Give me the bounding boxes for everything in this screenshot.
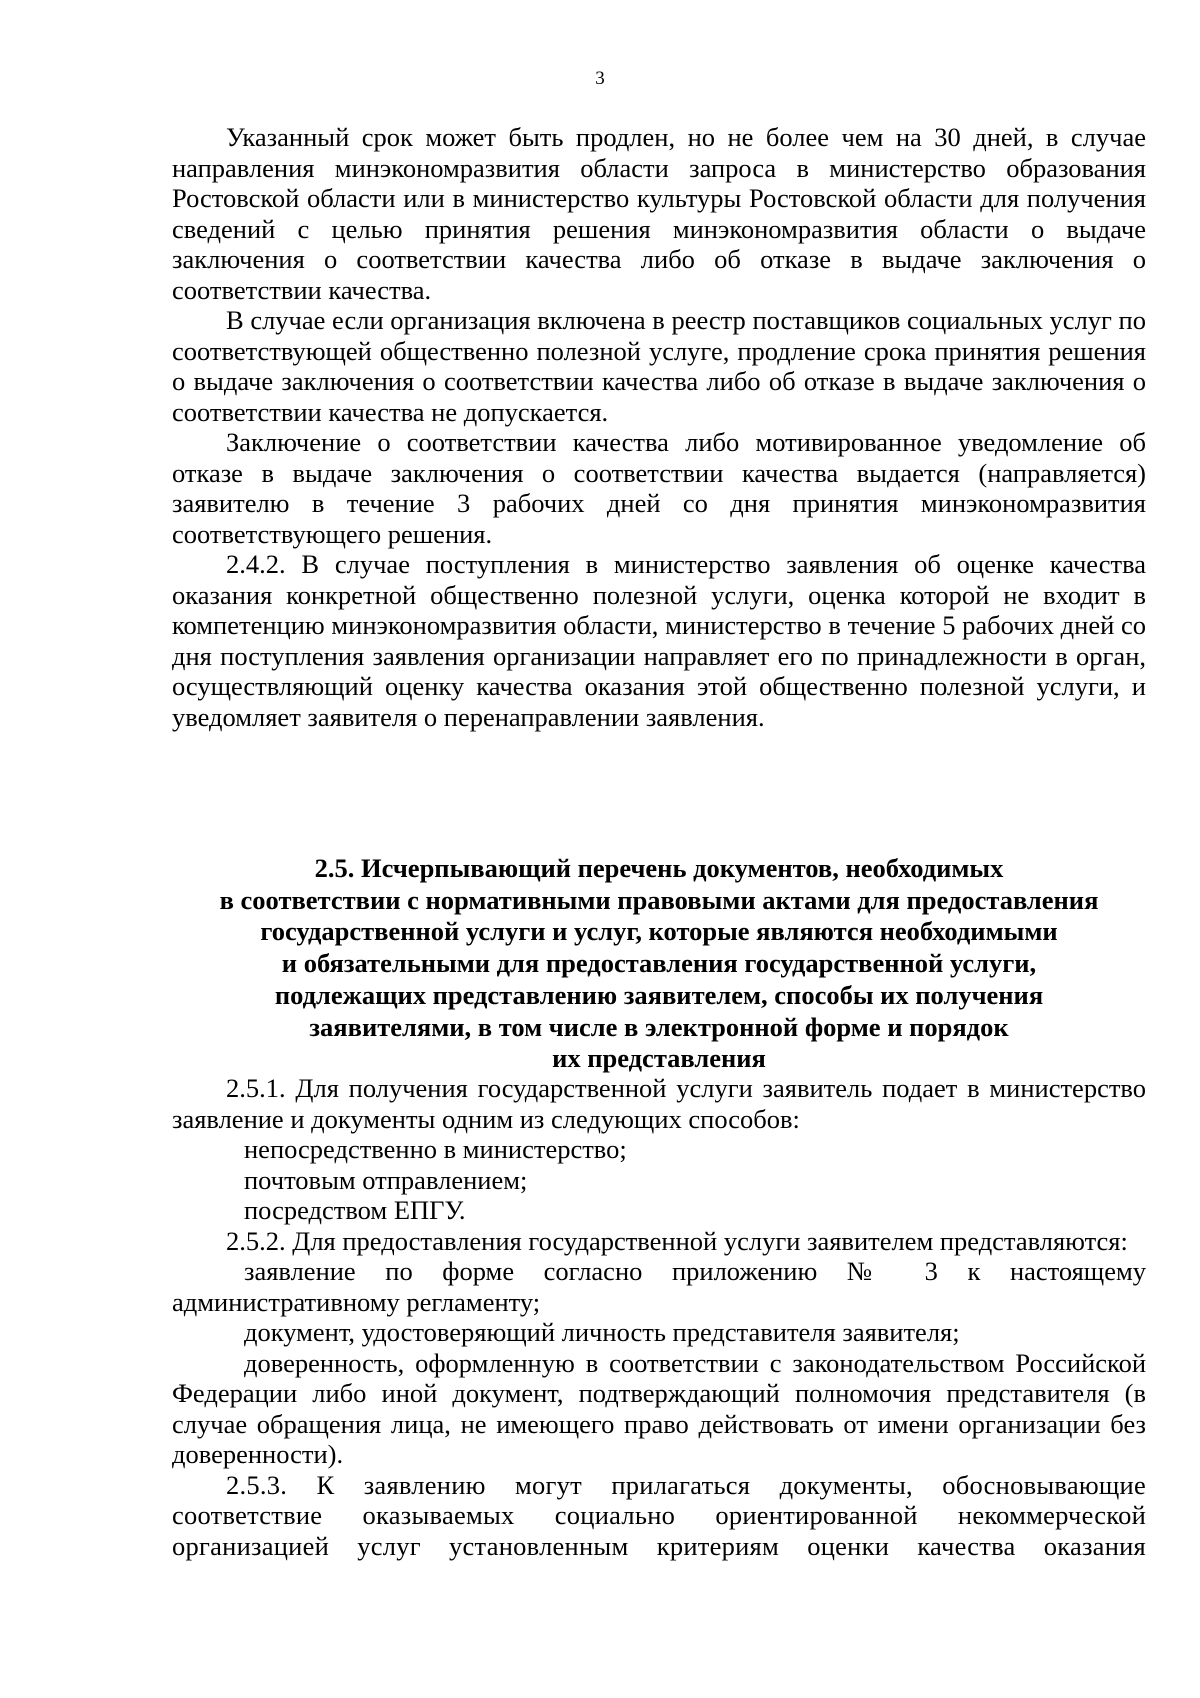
heading-line: государственной услуги и услуг, которые являются необходимыми: [260, 916, 1058, 947]
heading-line: и обязательными для предоставления государственной услуги,: [281, 948, 1037, 979]
list-item-method: посредством ЕПГУ.: [244, 1195, 466, 1225]
list-item-method: почтовым отправлением;: [244, 1164, 528, 1195]
section-2-4-text: [172, 122, 1146, 732]
heading-line: их представления: [552, 1043, 766, 1074]
section-heading-2-5: [172, 853, 1146, 1075]
heading-line: в соответствии с нормативными правовыми актами для предоставления: [219, 884, 1099, 915]
section-2-5-text: [172, 1073, 1146, 1561]
list-item-document: доверенность, оформленную в соответствии с законодательством Российской Федерации либо иной документ, подтверждающий полномочия представителя (в случае обращения лица, не имеющего право действовать от имени организации без доверенности).: [172, 1347, 1146, 1469]
paragraph-2-5-1: 2.5.1. Для получения государственной услуги заявитель подает в министерство заявление и документы одним из следующих способов:: [172, 1073, 1146, 1134]
paragraph-registry: В случае если организация включена в реестр поставщиков социальных услуг по соответствующей общественно полезной услуге, продление срока принятия решения о выдаче заключения о соответствии качества либо об отказе в выдаче заключения о соответствии качества не допускается.: [172, 305, 1146, 427]
paragraph-2-5-3: 2.5.3. К заявлению могут прилагаться документы, обосновывающие соответствие оказываемых социально ориентированной некоммерческой организацией услуг установленным критериям оценки качества оказания: [172, 1469, 1146, 1561]
page-number: 3: [595, 68, 605, 89]
list-item-document: заявление по форме согласно приложению № 3 к настоящему административному регламенту;: [172, 1256, 1146, 1317]
paragraph-2-4-2: 2.4.2. В случае поступления в министерство заявления об оценке качества оказания конкретной общественно полезной услуги, оценка которой не входит в компетенцию минэкономразвития области, министерство в течение 5 рабочих дней со дня поступления заявления организации направляет его по принадлежности в орган, осуществляющий оценку качества оказания этой общественно полезной услуги, и уведомляет заявителя о перенаправлении заявления.: [172, 549, 1146, 732]
list-item-document: документ, удостоверяющий личность представителя заявителя;: [244, 1317, 960, 1347]
heading-line: заявителями, в том числе в электронной форме и порядок: [309, 1011, 1009, 1042]
paragraph-2-5-2: 2.5.2. Для предоставления государственной услуги заявителем представляются:: [226, 1225, 1128, 1256]
paragraph-conclusion: Заключение о соответствии качества либо мотивированное уведомление об отказе в выдаче заключения о соответствии качества выдается (направляется) заявителю в течение 3 рабочих дней со дня принятия минэкономразвития соответствующего решения.: [172, 427, 1146, 549]
heading-line: подлежащих представлению заявителем, способы их получения: [274, 979, 1044, 1010]
heading-line: 2.5. Исчерпывающий перечень документов, необходимых: [314, 853, 1004, 883]
list-item-method: непосредственно в министерство;: [244, 1134, 627, 1164]
paragraph-extension: Указанный срок может быть продлен, но не более чем на 30 дней, в случае направления минэкономразвития области запроса в министерство образования Ростовской области или в министерство культуры Ростовской области для получения сведений с целью принятия решения минэкономразвития области о выдаче заключения о соответствии качества либо об отказе в выдаче заключения о соответствии качества.: [172, 122, 1146, 305]
